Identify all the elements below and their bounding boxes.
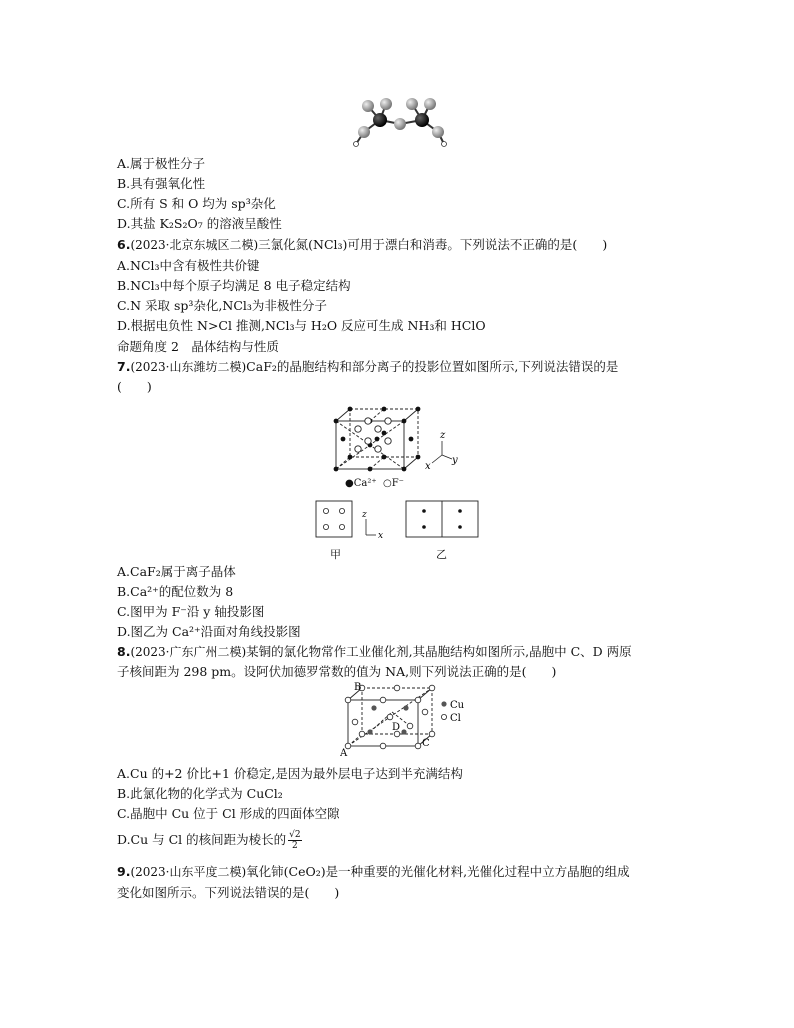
legend-ca: ●Ca²⁺: [345, 478, 377, 489]
q5-option-c: C.所有 S 和 O 均为 sp³杂化: [117, 196, 276, 211]
label-jia: 甲: [330, 548, 341, 561]
jia-axis-z: z: [362, 510, 367, 520]
q9-number: 9.: [117, 864, 131, 879]
q6-option-c: C.N 采取 sp³杂化,NCl₃为非极性分子: [117, 298, 327, 313]
cucl-cell-figure: [340, 682, 490, 757]
q7-stem-cont: ( ): [117, 379, 152, 394]
caf2-axis-z: z: [440, 430, 446, 441]
caf2-axis-y: y: [452, 455, 458, 466]
projection-yi: [404, 497, 482, 541]
label-b: B: [354, 682, 362, 693]
q7-source: (2023·山东潍坊二模): [130, 360, 247, 374]
section-heading: 命题角度 2 晶体结构与性质: [117, 339, 279, 354]
legend-cl: Cl: [450, 713, 461, 724]
label-c: C: [422, 738, 430, 749]
caf2-legend: [345, 478, 404, 489]
molecule-figure: [350, 96, 450, 148]
q9-stem: 9.(2023·山东平度二模)氧化铈(CeO₂)是一种重要的光催化材料,光催化过程中立方晶胞的组成: [117, 864, 630, 879]
q8-stem-cont: 子核间距为 298 pm。设阿伏加德罗常数的值为 NA,则下列说法正确的是( ): [117, 664, 557, 679]
q7-option-a: A.CaF₂属于离子晶体: [117, 564, 236, 579]
fraction: $\frac{√2}{2}$: [289, 830, 301, 851]
q7-option-c: C.图甲为 F⁻沿 y 轴投影图: [117, 604, 265, 619]
label-d: D: [392, 722, 401, 733]
legend-f: ○F⁻: [383, 478, 404, 489]
projection-jia: [312, 497, 387, 545]
q7-number: 7.: [117, 359, 131, 374]
q7-option-d: D.图乙为 Ca²⁺沿面对角线投影图: [117, 624, 301, 639]
q8-option-c: C.晶胞中 Cu 位于 Cl 形成的四面体空隙: [117, 806, 340, 821]
q6-source: (2023·北京东城区二模): [130, 238, 259, 252]
legend-cu: Cu: [450, 700, 465, 711]
caf2-axis-x: x: [425, 461, 431, 472]
label-yi: 乙: [436, 548, 447, 561]
q6-stem: 6.(2023·北京东城区二模)三氯化氮(NCl₃)可用于漂白和消毒。下列说法不正确的是( ): [117, 237, 608, 252]
q6-option-b: B.NCl₃中每个原子均满足 8 电子稳定结构: [117, 278, 351, 293]
q8-option-a: A.Cu 的+2 价比+1 价稳定,是因为最外层电子达到半充满结构: [117, 766, 463, 781]
q5-option-a: A.属于极性分子: [117, 156, 206, 171]
q8-option-b: B.此氯化物的化学式为 CuCl₂: [117, 786, 283, 801]
q5-option-b: B.具有强氧化性: [117, 176, 206, 191]
q8-source: (2023·广东广州二模): [130, 645, 247, 659]
jia-axis-x: x: [378, 531, 384, 541]
q8-number: 8.: [117, 644, 131, 659]
q9-stem-cont: 变化如图所示。下列说法错误的是( ): [117, 885, 340, 900]
q6-option-a: A.NCl₃中含有极性共价键: [117, 258, 260, 273]
q7-stem: 7.(2023·山东潍坊二模)CaF₂的晶胞结构和部分离子的投影位置如图所示,下列说法错误的是: [117, 359, 619, 374]
q5-option-d: D.其盐 K₂S₂O₇ 的溶液呈酸性: [117, 216, 282, 231]
q8-stem: 8.(2023·广东广州二模)某铜的氯化物常作工业催化剂,其晶胞结构如图所示,晶胞中 C、D 两原: [117, 644, 632, 659]
q7-option-b: B.Ca²⁺的配位数为 8: [117, 584, 234, 599]
label-a: A: [340, 748, 348, 757]
q8-option-d: D.Cu 与 Cl 的核间距为棱长的 $\frac{√2}{2}$: [117, 830, 301, 851]
q6-number: 6.: [117, 237, 131, 252]
q6-option-d: D.根据电负性 N>Cl 推测,NCl₃与 H₂O 反应可生成 NH₃和 HClO: [117, 318, 486, 333]
q9-source: (2023·山东平度二模): [130, 865, 247, 879]
